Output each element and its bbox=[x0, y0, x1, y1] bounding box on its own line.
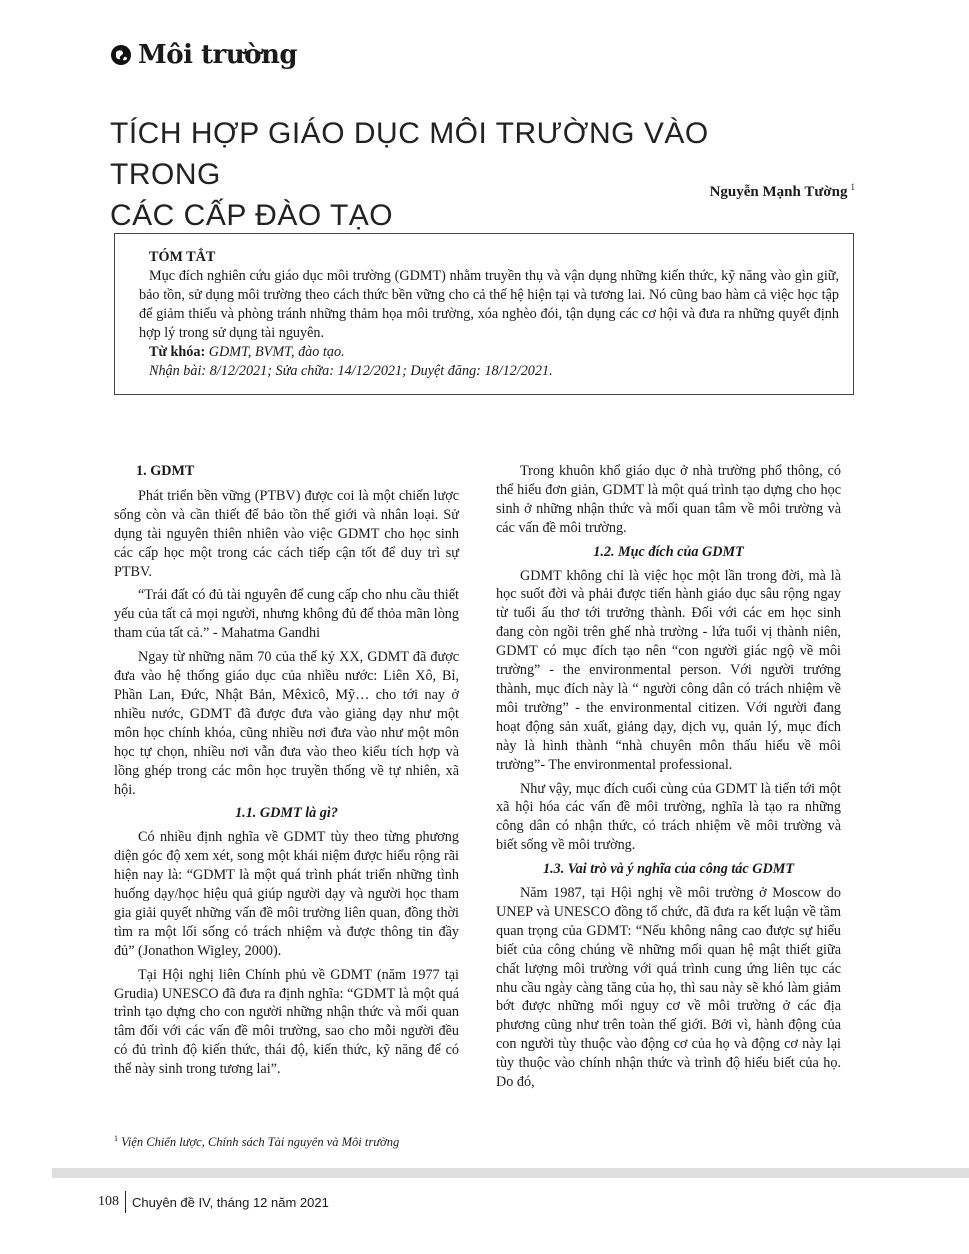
paragraph: Năm 1987, tại Hội nghị về môi trường ở Moscow do UNEP và UNESCO đồng tổ chức, đã đưa ra kết luận về tầm quan trọng của GDMT: “Nếu không nâng cao được sự hiểu biết của công chúng về những mối quan hệ mật thiết giữa chất lượng môi trường với quá trình cung ứng liên tục các nhu cầu ngày càng tăng của họ, thì sau này sẽ khó làm giảm bớt được những mối nguy cơ về môi trường ở các địa phương cũng như trên toàn thế giới. Bởi vì, hành động của con người tùy thuộc vào động cơ của họ và động cơ này lại tùy thuộc vào chính nhận thức và trình độ hiểu biết của họ. Do đó, bbox=[496, 885, 841, 1091]
title-line-1: TÍCH HỢP GIÁO DỤC MÔI TRƯỜNG VÀO TRONG bbox=[110, 117, 709, 191]
footer-bar bbox=[52, 1168, 969, 1178]
article-title bbox=[110, 113, 810, 236]
heading-1-1: 1.1. GDMT là gì? bbox=[235, 805, 338, 822]
heading-1-3: 1.3. Vai trò và ý nghĩa của công tác GDMT bbox=[542, 861, 795, 878]
section-header bbox=[110, 40, 297, 70]
page-footer bbox=[98, 1191, 329, 1213]
abstract-body: Mục đích nghiên cứu giáo dục môi trường (GDMT) nhằm truyền thụ và vận dụng những kiến thức, kỹ năng vào gìn giữ, bảo tồn, sử dụng môi trường theo cách thức bền vững cho cả thế hệ hiện tại và tương lai. Nó cũng bao hàm cả việc học tập để giảm thiểu và phòng tránh những thảm họa môi trường, xóa nghèo đói, tận dụng các cơ hội và đưa ra những quyết định hợp lý trong sử dụng tài nguyên. bbox=[139, 268, 839, 341]
paragraph: Trong khuôn khổ giáo dục ở nhà trường phổ thông, có thể hiểu đơn giản, GDMT là một quá trình tạo dựng cho học sinh ở những nhận thức và mối quan tâm về môi trường và các vấn đề môi trường. bbox=[496, 463, 841, 536]
abstract-heading: TÓM TẮT bbox=[149, 249, 216, 265]
heading-1-2: 1.2. Mục đích của GDMT bbox=[593, 543, 744, 560]
left-column bbox=[114, 462, 459, 1084]
paragraph: Có nhiều định nghĩa về GDMT tùy theo từng phương diện góc độ xem xét, song một khái niệm được hiểu rộng rãi hiện nay là: “GDMT là một quá trình phát triển những tình huống dạy/học hiệu quả giúp người dạy và người học tham gia giải quyết những vấn đề môi trường liên quan, đồng thời tìm ra một lối sống có trách nhiệm và được thông tin đầy đủ” (Jonathon Wigley, 2000). bbox=[114, 829, 459, 959]
paragraph: Như vậy, mục đích cuối cùng của GDMT là tiến tới một xã hội hóa các vấn đề môi trường, nghĩa là tạo ra những công dân có nhận thức, có trách nhiệm về môi trường và biết sống về môi trường. bbox=[496, 780, 841, 854]
heading-1-gdmt: 1. GDMT bbox=[136, 463, 195, 479]
footnote bbox=[114, 1134, 399, 1150]
right-column bbox=[496, 462, 841, 1097]
paragraph: GDMT không chỉ là việc học một lần trong đời, mà là học suốt đời và phải được tiến hành giáo dục sâu rộng ngay từ tuổi ấu thơ tới trưởng thành. Đối với các em học sinh đang còn ngồi trên ghế nhà trường - lứa tuổi vị thành niên, GDMT có mục đích tạo nên “con người giác ngộ về môi trường” - the environmental person. Với người trưởng thành, mục đích này là “ người công dân có trách nhiệm về môi trường” - the environmental citizen. Với người đang hoạt động sản xuất, giảng dạy, dịch vụ, quản lý, mục đích này là hình thành “nhà chuyên môn thấu hiểu về môi trường”- The environmental professional. bbox=[496, 567, 841, 773]
submission-dates: Nhận bài: 8/12/2021; Sửa chữa: 14/12/2021; Duyệt đăng: 18/12/2021. bbox=[149, 363, 553, 379]
title-line-2: CÁC CẤP ĐÀO TẠO bbox=[110, 199, 394, 232]
abstract-box bbox=[114, 233, 854, 395]
globe-icon bbox=[110, 44, 132, 66]
page-number: 108 bbox=[98, 1194, 119, 1209]
footnote-marker: 1 bbox=[114, 1134, 118, 1143]
author-name: Nguyễn Mạnh Tường bbox=[709, 184, 848, 200]
keywords-label: Từ khóa: bbox=[149, 344, 206, 360]
author bbox=[710, 182, 855, 201]
footnote-text: Viện Chiến lược, Chính sách Tài nguyên và Môi trường bbox=[121, 1135, 400, 1150]
issue-info: Chuyên đề IV, tháng 12 năm 2021 bbox=[132, 1194, 329, 1210]
quote-gandhi: “Trái đất có đủ tài nguyên để cung cấp cho nhu cầu thiết yếu của tất cả mọi người, nhưng không đủ để thỏa mãn lòng tham của tất cả.” - Mahatma Gandhi bbox=[114, 587, 459, 642]
paragraph: Phát triển bền vững (PTBV) được coi là một chiến lược sống còn và cần thiết để bảo tồn thế giới và nhân loại. Sử dụng tài nguyên thiên nhiên vào việc GDMT cho học sinh các cấp học một trong các cách tiếp cận tốt để duy trì sự PTBV. bbox=[114, 487, 459, 580]
footer-divider bbox=[125, 1191, 126, 1213]
keywords-value: GDMT, BVMT, đào tạo. bbox=[208, 344, 345, 360]
author-affiliation-marker: 1 bbox=[850, 182, 855, 192]
paragraph: Tại Hội nghị liên Chính phủ về GDMT (năm 1977 tại Grudia) UNESCO đã đưa ra định nghĩa: “GDMT là một quá trình tạo dựng cho con người những nhận thức và mối quan tâm đối với các vấn đề môi trường, sao cho mỗi người đều có đủ trình độ kiến thức, thái độ, kiến thức, kỹ năng để có thể này sinh trong tương lai”. bbox=[114, 966, 459, 1078]
paragraph: Ngay từ những năm 70 của thế kỷ XX, GDMT đã được đưa vào hệ thống giáo dục của nhiều nước: Liên Xô, Bỉ, Phần Lan, Đức, Nhật Bản, Mêxicô, Mỹ… cho tới nay ở nhiều nước, GDMT đã được đưa vào giảng dạy như một môn học chính khóa, cũng nhiều nơi đưa vào như một môn học tự chọn, nhiều nơi vẫn đưa vào theo kiểu tích hợp và lồng ghép trong các môn học truyền thống về tự nhiên, xã hội. bbox=[114, 649, 459, 798]
section-name: Môi trường bbox=[138, 40, 298, 70]
keywords bbox=[149, 343, 839, 362]
